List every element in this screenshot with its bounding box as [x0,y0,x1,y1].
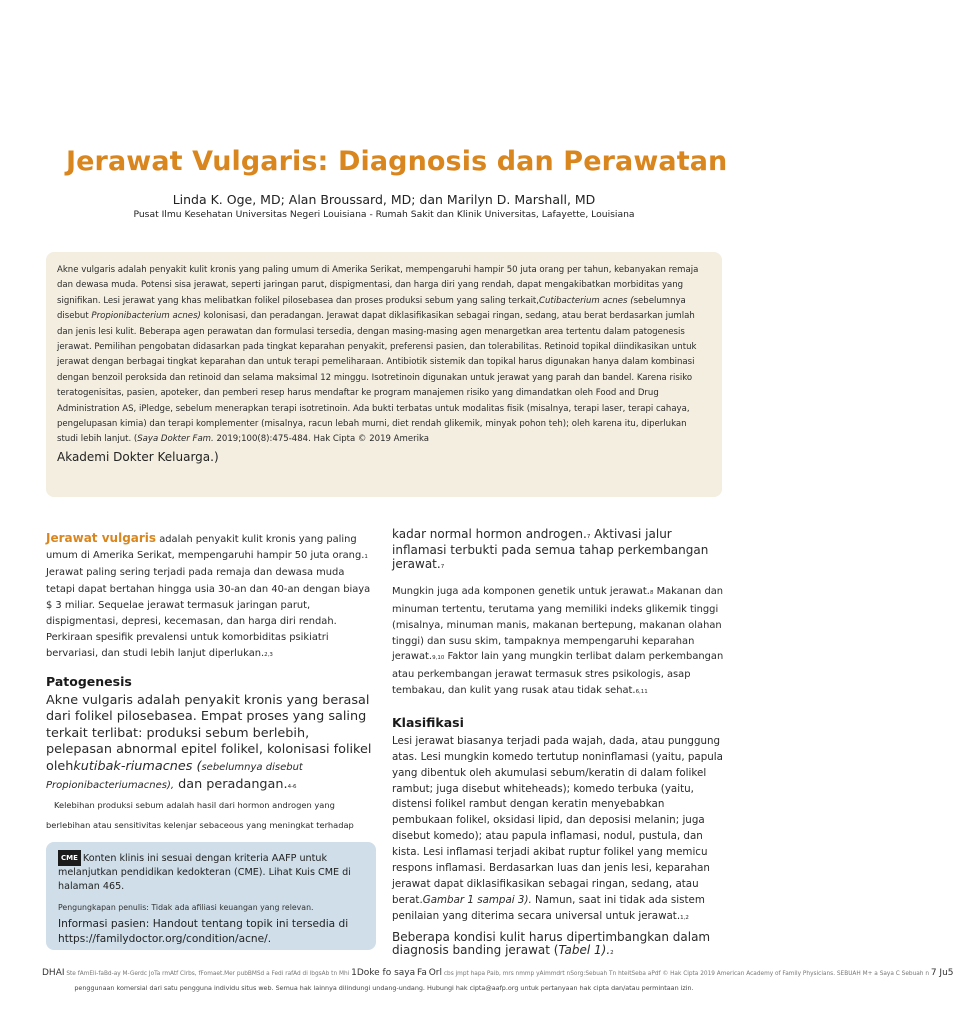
left-column [46,530,372,835]
cme-badge: CME [58,850,81,866]
footer-small-right3: Sebuah n [901,971,929,977]
footer-small-mid: cbs jmpt hapa Paib, mrs nmmp yAimmdrt nSorg:Sebuah Tn hteitSeba aPdf [443,971,661,977]
abstract-tail: Akademi Dokter Keluarga.) [57,449,219,464]
author-disclosure: Pengungkapan penulis: Tidak ada afiliasi keuangan yang relevan. [58,903,314,912]
footer-legal: penggunaan komersial dari satu pengguna individu situs web. Semua hak lainnya dilindungi undang-undang. Hubungi hak cipta@aafp.org untuk pertanyaan hak cipta dan/atau permintaan izin. [74,984,694,992]
cme-text: CME Konten klinis ini sesuai dengan kriteria AAFP untuk melanjutkan pendidikan kedokteran (CME). Lihat Kuis CME di halaman 465. [58,850,364,894]
footer-mid3: Orl [428,968,442,978]
patient-information: Informasi pasien: Handout tentang topik ini tersedia di https://familydoctor.org/condition/acne/. [58,918,349,945]
footer-line [42,968,954,982]
footer-page-label: 7 Ju5 [930,968,954,978]
footer-mid2: Fa [416,968,427,978]
androgen-paragraph: kadar normal hormon androgen.7 Aktivasi jalur inflamasi terbukti pada semua tahap perkembangan jerawat.7 [392,527,709,571]
cme-box [46,842,376,950]
footer-small-right: SEBUAH M+ a [836,971,878,977]
authors: Linda K. Oge, MD; Alan Broussard, MD; dan Marilyn D. Marshall, MD [172,192,596,207]
footer-small-mid2: © Hak Cipta 2019 American Academy of Family Physicians. [662,971,836,977]
abstract-text: Akne vulgaris adalah penyakit kulit kronis yang paling umum di Amerika Serikat, mempengaruhi hampir 50 juta orang per tahun, kebanyakan remaja dan dewasa muda. Potensi sisa jerawat, seperti jaringan parut, dispigmentasi, dan harga diri yang rendah, dapat mengakibatkan morbiditas yang signifikan. Lesi jerawat yang khas melibatkan folikel pilosebasea dan proses produksi sebum yang saling terkait,Cutibacterium acnes (sebelumnya disebut Propionibacterium acnes) kolonisasi, dan peradangan. Jerawat dapat diklasifikasikan sebagai ringan, sedang, atau berat berdasarkan jumlah dan jenis lesi kulit. Beberapa agen perawatan dan formulasi tersedia, dengan masing-masing agen menargetkan area tertentu dalam patogenesis jerawat. Pemilihan pengobatan didasarkan pada tingkat keparahan penyakit, preferensi pasien, dan tolerabilitas. Retinoid topikal diindikasikan untuk jerawat dengan berbagai tingkat keparahan dan untuk terapi pemeliharaan. Antibiotik sistemik dan topikal harus digunakan hanya dalam kombinasi dengan benzoil peroksida dan retinoid dan selama maksimal 12 minggu. Isotretinoin digunakan untuk jerawat yang parah dan bandel. Karena risiko teratogenisitas, pasien, apoteker, dan pemberi resep harus mendaftar ke program manajemen risiko yang dimandatkan oleh Food and Drug Administration AS, iPledge, sebelum menerapkan terapi isotretinoin. Ada bukti terbatas untuk modalitas fisik (misalnya, terapi laser, terapi cahaya, pengelupasan kimia) dan terapi komplementer (misalnya, racun lebah murni, diet rendah glikemik, minyak pohon teh); oleh karena itu, diperlukan studi lebih lanjut. (Saya Dokter Fam. 2019;100(8):475-484. Hak Cipta © 2019 Amerika [57,265,699,445]
footer-small-right2: Saya C [879,971,900,977]
klasifikasi-paragraph: Lesi jerawat biasanya terjadi pada wajah, dada, atau punggung atas. Lesi mungkin komedo tertutup noninflamasi (yaitu, papula yang dibentuk oleh akumulasi sebum/keratin di dalam folikel rambut; juga disebut whiteheads); komedo terbuka (yaitu, distensi folikel rambut dengan keratin menyebabkan pembukaan folikel, oksidasi lipid, dan deposisi melanin; juga disebut komedo); atau papula inflamasi, nodul, pustula, dan kista. Lesi inflamasi terjadi akibat ruptur folikel yang memicu respons inflamasi. Berdasarkan luas dan jenis lesi, keparahan jerawat dapat diklasifikasikan sebagai ringan, sedang, atau berat.Gambar 1 sampai 3). Namun, saat ini tidak ada sistem penilaian yang diterima secara universal untuk jerawat.1,2 [392,734,723,922]
patogenesis-paragraph: Akne vulgaris adalah penyakit kronis yang berasal dari folikel pilosebasea. Empat proses yang saling terkait terlibat: produksi sebum berlebih, pelepasan abnormal epitel folikel, kolonisasi folikel olehkutibak-riumacnes (sebelumnya disebut Propionibacteriumacnes), dan peradangan.4-6 [46,692,372,792]
article-title: Jerawat Vulgaris: Diagnosis dan Perawatan [66,146,728,177]
footer-mid1: 1Doke fo saya [351,968,416,978]
genetic-paragraph: Mungkin juga ada komponen genetik untuk jerawat.8 Makanan dan minuman tertentu, terutama yang memiliki indeks glikemik tinggi (misalnya, minuman manis, makanan bertepung, makanan olahan tinggi) dan susu skim, tampaknya mempengaruhi keparahan jerawat.9,10 Faktor lain yang mungkin terlibat dalam perkembangan atau perkembangan jerawat termasuk stres psikologis, asap tembakau, dan kulit yang rusak atau tidak sehat.6,11 [392,586,724,696]
patogenesis-continued: Kelebihan produksi sebum adalah hasil dari hormon androgen yang berlebihan atau sensitivitas kelenjar sebaceous yang meningkat terhadap [46,800,354,831]
footer-code: DHAI [42,968,65,978]
heading-patogenesis: Patogenesis [46,673,132,689]
lead-keyword: Jerawat vulgaris [46,531,157,545]
lead-paragraph: Jerawat vulgaris adalah penyakit kulit kronis yang paling umum di Amerika Serikat, mempengaruhi hampir 50 juta orang.1 Jerawat paling sering terjadi pada remaja dan dewasa muda tetapi dapat bertahan hingga usia 30-an dan 40-an dengan biaya $ 3 miliar. Sequelae jerawat termasuk jaringan parut, dispigmentasi, depresi, kecemasan, dan harga diri rendah. Perkiraan spesifik prevalensi untuk komorbiditas psikiatri bervariasi, dan studi lebih lanjut diperlukan.2,3 [46,531,371,660]
footer-small-left: Ste fAmEli-faBd-ay M-Gerdc JoTa rmAtf Clrbs, fFomaet.Mer pubBMSd a Fedi rafAd di lbgsAb tn Mhi [66,971,350,977]
abstract-box [46,252,722,497]
heading-klasifikasi: Klasifikasi [392,714,464,730]
affiliation: Pusat Ilmu Kesehatan Universitas Negeri Louisiana - Rumah Sakit dan Klinik Universitas, Lafayette, Louisiana [133,209,635,220]
right-column [392,528,726,960]
differential-paragraph: Beberapa kondisi kulit harus dipertimbangkan dalam diagnosis banding jerawat (Tabel 1).2 [392,929,711,958]
